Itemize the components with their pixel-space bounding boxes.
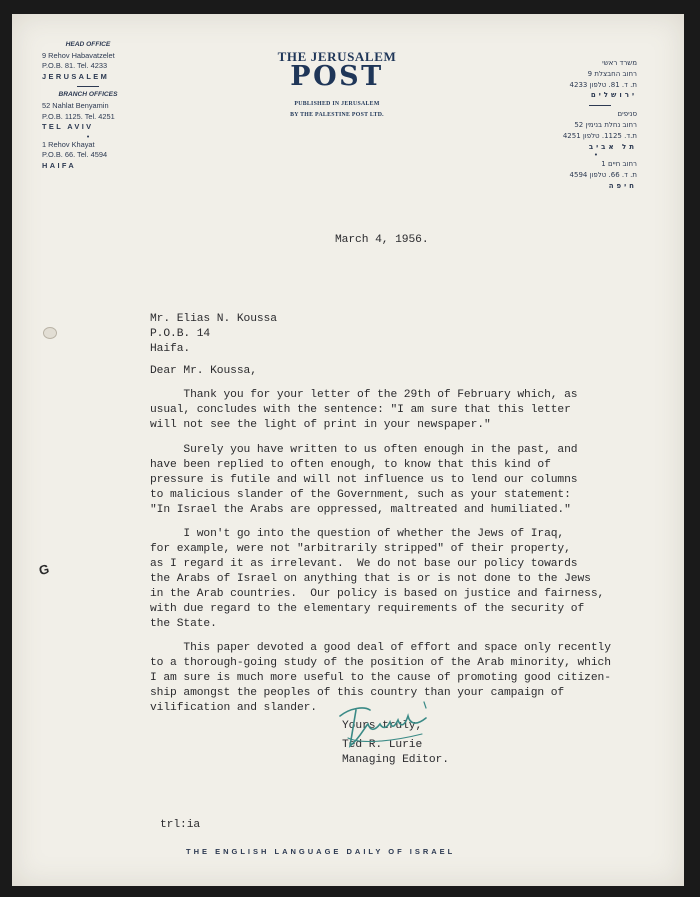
paragraph-line: I am sure is much more useful to the cause of promoting good citizen- (150, 672, 611, 684)
branch1-address: 52 Nahlat Benyamin (42, 100, 109, 110)
head-office-pob-hebrew: ת. ד. 81. טלפון 4233 (569, 80, 637, 89)
branch2-address: 1 Rehov Khayat (42, 139, 95, 149)
branch1-pob-hebrew: ת.ד. 1125. טלפון 4251 (562, 131, 637, 140)
branch2-address-hebrew: רחוב חיים 1 (601, 160, 637, 169)
letter-body (150, 0, 650, 831)
letterhead-footer: THE ENGLISH LANGUAGE DAILY OF ISRAEL (186, 847, 456, 856)
separator-dot: • (593, 151, 599, 160)
paragraph-line: Thank you for your letter of the 29th of February which, as (150, 389, 578, 401)
paragraph-line: pressure is futile and will not influence us to lend our columns (150, 474, 578, 486)
paragraph-line: for example, were not "arbitrarily stripped" of their property, (150, 543, 571, 555)
signer-name: Ted R. Lurie (342, 739, 423, 751)
head-office-address-hebrew: רחוב החבצלת 9 (587, 69, 637, 78)
recipient-name: Mr. Elias N. Koussa (150, 313, 277, 325)
paragraph-line: usual, concludes with the sentence: "I am sure that this letter (150, 404, 571, 416)
paragraph-line: with due regard to the elementary requirements of the security of (150, 603, 585, 615)
head-office-label-hebrew: משרד ראשי (602, 59, 637, 67)
paragraph-line: to a thorough-going study of the position of the Arab minority, which (150, 657, 611, 669)
punch-hole-mark (42, 326, 58, 340)
letterhead-left (42, 40, 134, 172)
paragraph-line: in the Arab countries. Our policy is based on justice and fairness, (150, 588, 605, 600)
masthead-by: BY THE PALESTINE POST LTD. (290, 112, 384, 118)
masthead-published: PUBLISHED IN JERUSALEM (294, 101, 380, 107)
paragraph-line: ship amongst the peoples of this country than your campaign of (150, 687, 565, 699)
head-office-address: 9 Rehov Habavatzelet (42, 50, 115, 60)
closing: Yours truly, (342, 720, 423, 732)
branch1-city-hebrew: תל אביב (588, 142, 637, 151)
branch1-pob: P.O.B. 1125. Tel. 4251 (42, 111, 115, 121)
branch2-city: HAIFA (42, 160, 77, 170)
branch1-address-hebrew: רחוב נחלת בנימין 52 (574, 120, 637, 129)
branch-offices-label-hebrew: סניפים (617, 110, 637, 119)
salutation: Dear Mr. Koussa, (150, 365, 257, 377)
head-office-city-hebrew: ירושלים (590, 91, 637, 100)
branch2-pob-hebrew: ת. ד. 66. טלפון 4594 (569, 171, 637, 180)
paragraph-line: the Arabs of Israel on anything that is or is not done to the Jews (150, 573, 591, 585)
handwritten-mark: G (37, 561, 51, 578)
separator-dot: • (86, 131, 90, 141)
typist-initials: trl:ia (160, 819, 201, 831)
paragraph-line: will not see the light of print in your newspaper." (150, 419, 491, 431)
paragraph-line: Surely you have written to us often enough in the past, and (150, 444, 578, 456)
paragraph-line: have been replied to often enough, to know that this kind of (150, 459, 551, 471)
head-office-city: JERUSALEM (42, 71, 110, 81)
masthead-the-jerusalem: THE JERUSALEM (277, 49, 397, 64)
paragraph-line: to malicious slander of the Government, such as your statement: (150, 489, 571, 501)
paragraph-line: as I regard it as irrelevant. We do not base our policy towards (150, 558, 578, 570)
head-office-label: HEAD OFFICE (65, 41, 111, 48)
recipient-city: Haifa. (150, 343, 191, 355)
recipient-pob: P.O.B. 14 (150, 328, 211, 340)
signer-title: Managing Editor. (342, 754, 449, 766)
paragraph-line: This paper devoted a good deal of effort and space only recently (150, 642, 611, 654)
paragraph-line: the State. (150, 618, 217, 630)
divider (77, 86, 99, 87)
branch2-pob: P.O.B. 66. Tel. 4594 (42, 150, 108, 160)
masthead-post: POST (290, 61, 384, 92)
branch-offices-label: BRANCH OFFICES (58, 91, 118, 99)
paragraph-line: I won't go into the question of whether the Jews of Iraq, (150, 528, 565, 540)
paragraph-line: "In Israel the Arabs are oppressed, maltreated and humiliated." (150, 504, 571, 516)
handwritten-signature (330, 698, 440, 754)
branch1-city: TEL AVIV (42, 122, 94, 132)
paragraph-line: vilification and slander. (150, 702, 317, 714)
head-office-pob: P.O.B. 81. Tel. 4233 (42, 61, 108, 71)
branch2-city-hebrew: חיפה (608, 181, 637, 190)
letter-date: March 4, 1956. (335, 234, 429, 246)
